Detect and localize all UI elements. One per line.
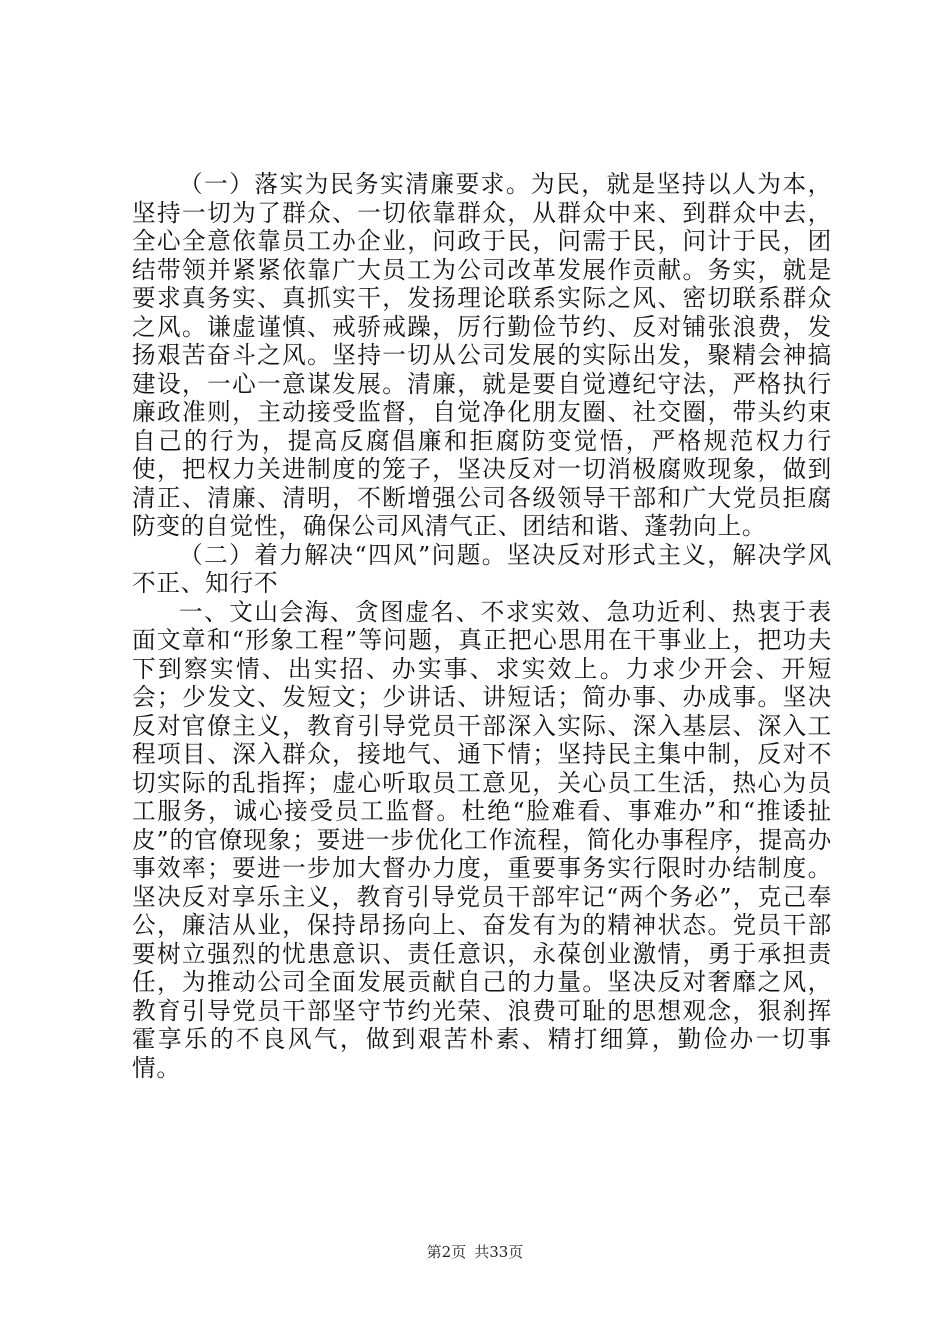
document-body [132,170,832,1082]
paragraph-four-winds-heading: （二）着力解决“四风”问题。坚决反对形式主义，解决学风不正、知行不 [132,540,832,597]
page-footer [0,1243,950,1261]
page-total: 共33页 [474,1243,524,1261]
page-number: 第2页 [426,1243,467,1261]
paragraph-implement-requirements: （一）落实为民务实清廉要求。为民，就是坚持以人为本，坚持一切为了群众、一切依靠群众，从群众中来、到群众中去，全心全意依靠员工办企业，问政于民，问需于民，问计于民，团结带领并紧紧依靠广大员工为公司改革发展作贡献。务实，就是要求真务实、真抓实干，发扬理论联系实际之风、密切联系群众之风。谦虚谨慎、戒骄戒躁，厉行勤俭节约、反对铺张浪费，发扬艰苦奋斗之风。坚持一切从公司发展的实际出发，聚精会神搞建设，一心一意谋发展。清廉，就是要自觉遵纪守法，严格执行廉政准则，主动接受监督，自觉净化朋友圈、社交圈，带头约束自己的行为，提高反腐倡廉和拒腐防变觉悟，严格规范权力行使，把权力关进制度的笼子，坚决反对一切消极腐败现象，做到清正、清廉、清明，不断增强公司各级领导干部和广大党员拒腐防变的自觉性，确保公司风清气正、团结和谐、蓬勃向上。 [132,170,832,540]
paragraph-four-winds-body: 一、文山会海、贪图虚名、不求实效、急功近利、热衷于表面文章和“形象工程”等问题，真正把心思用在干事业上，把功夫下到察实情、出实招、办实事、求实效上。力求少开会、开短会；少发文、发短文；少讲话、讲短话；简办事、办成事。坚决反对官僚主义，教育引导党员干部深入实际、深入基层、深入工程项目、深入群众，接地气、通下情；坚持民主集中制，反对不切实际的乱指挥；虚心听取员工意见，关心员工生活，热心为员工服务，诚心接受员工监督。杜绝“脸难看、事难办”和“推诿扯皮”的官僚现象；要进一步优化工作流程，简化办事程序，提高办事效率；要进一步加大督办力度，重要事务实行限时办结制度。坚决反对享乐主义，教育引导党员干部牢记“两个务必”，克己奉公，廉洁从业，保持昂扬向上、奋发有为的精神状态。党员干部要树立强烈的忧患意识、责任意识，永葆创业激情，勇于承担责任，为推动公司全面发展贡献自己的力量。坚决反对奢靡之风，教育引导党员干部坚守节约光荣、浪费可耻的思想观念，狠刹挥霍享乐的不良风气，做到艰苦朴素、精打细算，勤俭办一切事情。 [132,597,832,1082]
